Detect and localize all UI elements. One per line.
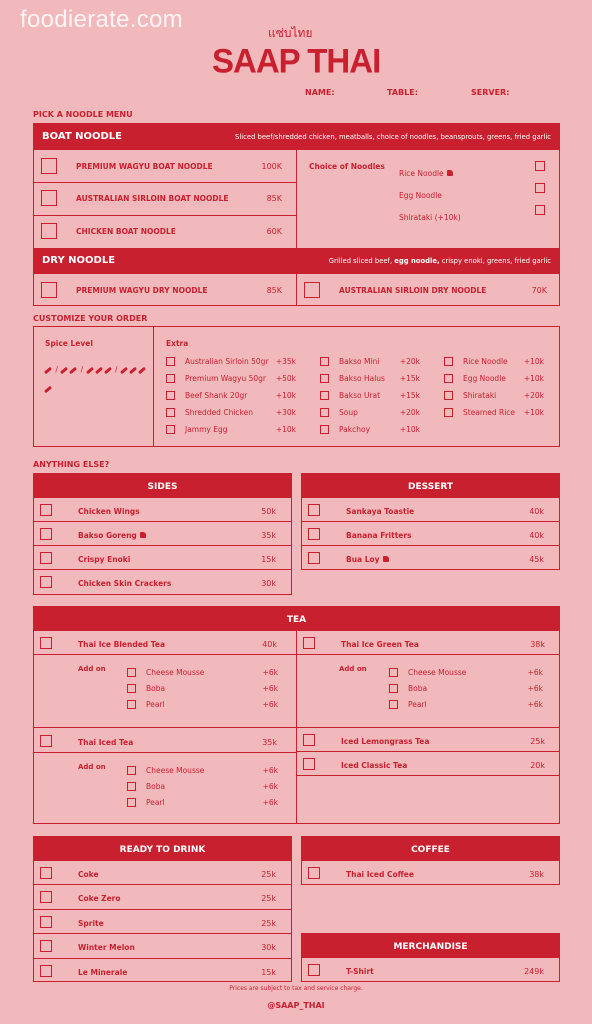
dry-noodle-row[interactable] [297,274,559,305]
addon-name: Boba [408,684,428,693]
item-name [78,919,104,928]
checkbox[interactable] [127,798,136,807]
menu-item-row[interactable] [34,570,291,594]
addon-option[interactable] [127,700,278,712]
item-name: PREMIUM WAGYU BOAT NOODLE [76,162,213,171]
boat-noodle-row[interactable] [34,183,296,215]
tea-item-row[interactable] [297,728,559,752]
item-price: 15k [261,555,276,564]
extra-name: Shredded Chicken [185,408,253,417]
extra-label: Extra [166,339,189,348]
checkbox[interactable] [320,425,329,434]
extra-option[interactable] [320,374,420,386]
choice-name: Rice Noodle [399,169,444,178]
item-price: 15k [261,967,276,977]
addon-label: Add on [339,665,367,673]
checkbox[interactable] [444,391,453,400]
extra-option[interactable] [166,425,296,437]
item-price: 25k [261,870,276,879]
checkbox[interactable] [127,668,136,677]
item-name [346,531,412,540]
item-name [78,507,140,516]
merch-box [301,933,560,982]
dry-noodle-title: DRY NOODLE [42,255,116,266]
extra-option[interactable] [444,374,544,386]
extra-price: +30k [275,408,296,417]
chili-icon[interactable] [86,357,113,376]
addon-price: +6k [527,668,543,677]
item-name: AUSTRALIAN SIRLOIN DRY NOODLE [339,286,487,295]
addon-label: Add on [78,763,106,771]
checkbox[interactable] [41,158,57,174]
coffee-header [302,837,559,861]
extra-price: +10k [523,357,544,366]
item-price: 70K [531,286,547,295]
checkbox[interactable] [127,782,136,791]
extra-price: +20k [523,391,544,400]
addon-price: +6k [262,782,278,791]
sides-title: SIDES [147,482,178,492]
item-price: 30k [261,579,276,588]
merch-header [302,934,559,958]
addon-option[interactable] [389,700,543,712]
boat-noodle-list [34,150,296,248]
extra-name: Soup [339,408,358,417]
item-name [346,967,374,976]
checkbox[interactable] [40,735,52,747]
checkbox[interactable] [308,867,320,879]
item-price: 25k [261,918,276,928]
addon-price: +6k [262,766,278,775]
checkbox[interactable] [166,408,175,417]
item-name-text: Le Minerale [78,967,128,977]
tea-item-row[interactable] [34,631,296,655]
checkbox[interactable] [40,891,52,903]
checkbox[interactable] [40,965,52,977]
tea-box [33,606,560,824]
extra-price: +20k [399,408,420,417]
anything-else-title: ANYTHING ELSE? [33,460,110,469]
choice-name: Egg Noodle [399,191,442,200]
checkbox[interactable] [444,374,453,383]
item-price: 40k [529,507,544,516]
tea-item-row[interactable] [34,729,296,753]
addon-price: +6k [262,684,278,693]
ready-title: READY TO DRINK [119,845,206,855]
item-name: Thai Iced Tea [78,738,134,747]
item-name [78,579,171,588]
item-name: AUSTRALIAN SIRLOIN BOAT NOODLE [76,194,229,203]
item-price: 50k [261,507,276,516]
addon-option[interactable] [389,668,543,680]
menu-item-row[interactable] [34,910,291,934]
checkbox[interactable] [535,183,545,193]
dessert-header [302,474,559,498]
checkbox[interactable] [127,766,136,775]
extra-name: Jammy Egg [185,425,228,434]
checkbox[interactable] [308,964,320,976]
checkbox[interactable] [303,758,315,770]
noodle-menu-box [33,123,560,306]
extra-price: +10k [399,425,420,434]
checkbox[interactable] [127,700,136,709]
addon-price: +6k [262,700,278,709]
checkbox[interactable] [40,528,52,540]
item-price: 25k [261,894,276,904]
item-name-text: Sprite [78,918,104,928]
extra-option[interactable] [166,374,296,386]
extra-price: +10k [523,408,544,417]
item-name [346,555,389,564]
extra-name: Bakso Urat [339,391,381,400]
addon-price: +6k [262,668,278,677]
addon-block [34,655,296,727]
customize-title: CUSTOMIZE YOUR ORDER [33,314,148,323]
item-name [78,870,99,879]
addon-option[interactable] [127,782,278,794]
tea-header [34,607,559,631]
item-name-text: Bua Loy [346,555,380,564]
extra-name: Steamed Rice [463,408,516,417]
watermark: foodierate.com [20,6,183,33]
item-name-text: Crispy Enoki [78,555,131,564]
extra-option[interactable] [166,391,296,403]
extra-option[interactable] [444,408,544,420]
extra-option[interactable] [444,357,544,369]
checkbox[interactable] [40,940,52,952]
extra-price: +15k [399,391,420,400]
checkbox[interactable] [40,916,52,928]
item-name-text: T-Shirt [346,967,374,976]
tea-right-column [297,631,559,823]
extras-column-2 [320,357,420,447]
item-price: 35k [261,531,276,540]
sides-box [33,473,292,595]
order-server-label: SERVER: [471,88,510,97]
addon-name: Cheese Mousse [408,668,467,677]
dry-noodle-header [34,248,559,274]
checkbox[interactable] [308,504,320,516]
chili-icon[interactable] [44,357,53,376]
item-price: 45k [529,555,544,564]
item-price: 30k [261,943,276,953]
addon-name: Pearl [408,700,427,709]
noodle-choice-rice[interactable] [399,161,549,178]
chili-icon[interactable] [60,357,78,376]
addon-option[interactable] [127,684,278,696]
addon-name: Cheese Mousse [146,766,205,775]
boat-noodle-header [34,124,559,150]
brand-thai-name: แซ่บไทย [268,26,313,40]
spice-level-label: Spice Level [45,339,93,348]
checkbox[interactable] [127,684,136,693]
boat-noodle-desc: Sliced beef/shredded chicken, meatballs, choice of noodles, beansprouts, greens, fried garlic [235,133,551,141]
dessert-box [301,473,560,570]
addon-price: +6k [527,684,543,693]
addon-name: Cheese Mousse [146,668,205,677]
item-name: Thai Ice Blended Tea [78,640,166,649]
checkbox[interactable] [389,668,398,677]
extra-option[interactable] [320,425,420,437]
item-name [78,968,127,977]
item-price: 85K [266,286,282,295]
checkbox[interactable] [166,374,175,383]
tea-item-row[interactable] [297,631,559,655]
extra-price: +10k [275,425,296,434]
divider [297,775,559,776]
item-price: 249k [524,967,544,976]
item-name [346,870,414,879]
divider [34,727,296,728]
checkbox[interactable] [308,552,320,564]
footer-note: Prices are subject to tax and service charge. [229,985,363,992]
extra-name: Shirataki [463,391,497,400]
extra-option[interactable] [166,357,296,369]
extra-name: Premium Wagyu 50gr [185,374,267,383]
tea-left-column [34,631,296,823]
item-price: 100K [261,162,282,171]
addon-block [297,655,559,727]
item-price: 60K [266,227,282,236]
addon-name: Pearl [146,700,165,709]
checkbox[interactable] [41,223,57,239]
menu-item-row[interactable] [302,958,559,982]
addon-name: Boba [146,782,166,791]
item-price: 38k [529,870,544,879]
dry-noodle-desc: Grilled sliced beef, egg noodle, crispy enoki, greens, fried garlic [328,257,551,265]
checkbox[interactable] [166,391,175,400]
item-name-text: Sankaya Toastie [346,507,415,516]
checkbox[interactable] [304,282,320,298]
extra-option[interactable] [320,357,420,369]
extra-price: +10k [275,391,296,400]
extras-column-3 [444,357,544,447]
tea-title: TEA [286,615,307,625]
extra-option[interactable] [166,408,296,420]
checkbox[interactable] [166,357,175,366]
extra-name: Beef Shank 20gr [185,391,248,400]
item-price: 38k [530,640,545,649]
menu-item-row[interactable] [34,934,291,958]
extras-column-1 [166,357,296,447]
menu-item-row[interactable] [302,861,559,885]
item-name: Iced Lemongrass Tea [341,737,430,746]
item-price: 25k [530,737,545,746]
item-name [78,555,130,564]
boat-noodle-row[interactable] [34,150,296,183]
item-name-text: Coke [78,870,99,879]
addon-option[interactable] [127,766,278,778]
sides-header [34,474,291,498]
extra-name: Australian Sirloin 50gr [185,357,269,366]
choice-of-noodles [297,150,559,248]
checkbox[interactable] [40,867,52,879]
thumbs-up-icon [447,170,453,176]
tea-item-row[interactable] [297,752,559,776]
addon-label: Add on [78,665,106,673]
order-name-label: NAME: [305,88,335,97]
ready-header [34,837,291,861]
addon-price: +6k [262,798,278,807]
dessert-title: DESSERT [408,482,453,492]
noodle-choice-shirataki[interactable] [399,205,549,222]
menu-item-row[interactable] [34,546,291,570]
checkbox[interactable] [320,374,329,383]
item-price: 85K [266,194,282,203]
boat-noodle-row[interactable] [34,216,296,248]
brand-logo: SAAP THAI [212,41,381,80]
addon-block [34,753,296,825]
boat-noodle-title: BOAT NOODLE [42,131,122,142]
checkbox[interactable] [320,357,329,366]
item-name [78,943,135,952]
checkbox[interactable] [41,190,57,206]
extra-price: +15k [399,374,420,383]
menu-item-row[interactable] [302,546,559,570]
item-price: 40k [262,640,277,649]
checkbox[interactable] [444,408,453,417]
checkbox[interactable] [40,637,52,649]
item-name: Thai Ice Green Tea [341,640,419,649]
item-name [78,531,146,540]
checkbox[interactable] [41,282,57,298]
extra-name: Egg Noodle [463,374,506,383]
coffee-box [301,836,560,885]
addon-option[interactable] [127,668,278,680]
extra-price: +50k [275,374,296,383]
menu-item-row[interactable] [302,498,559,522]
checkbox[interactable] [303,637,315,649]
extra-option[interactable] [320,408,420,420]
order-table-label: TABLE: [387,88,418,97]
noodle-section-title: PICK A NOODLE MENU [33,110,133,119]
item-name-text: Chicken Skin Crackers [78,579,172,588]
addon-name: Pearl [146,798,165,807]
item-name-text: Winter Melon [78,943,135,953]
noodle-choice-egg[interactable] [399,183,549,200]
item-name [78,894,121,903]
thumbs-up-icon [140,532,146,538]
checkbox[interactable] [535,161,545,171]
extra-option[interactable] [444,391,544,403]
item-name-text: Coke Zero [78,894,121,904]
item-price: 20k [530,761,545,770]
checkbox[interactable] [535,205,545,215]
addon-name: Boba [146,684,166,693]
menu-item-row[interactable] [34,861,291,885]
checkbox[interactable] [166,425,175,434]
item-name: PREMIUM WAGYU DRY NOODLE [76,286,208,295]
menu-item-row[interactable] [302,522,559,546]
checkbox[interactable] [320,408,329,417]
thumbs-up-icon [383,556,389,562]
menu-item-row[interactable] [34,498,291,522]
checkbox[interactable] [40,576,52,588]
ready-to-drink-box [33,836,292,982]
item-name-text: Bakso Goreng [78,531,137,540]
item-name-text: Thai Iced Coffee [346,870,414,879]
item-name [346,507,414,516]
spice-level-options[interactable]: / / / [44,357,149,369]
checkbox[interactable] [320,391,329,400]
checkbox[interactable] [389,700,398,709]
checkbox[interactable] [308,528,320,540]
extra-option[interactable] [320,391,420,403]
merch-title: MERCHANDISE [393,942,468,952]
checkbox[interactable] [389,684,398,693]
addon-option[interactable] [389,684,543,696]
item-price: 40k [529,531,544,540]
extra-price: +20k [399,357,420,366]
choice-name: Shirataki (+10k) [399,213,461,222]
addon-option[interactable] [127,798,278,810]
choice-label: Choice of Noodles [309,162,385,171]
menu-item-row[interactable] [34,959,291,983]
checkbox[interactable] [40,504,52,516]
checkbox[interactable] [40,552,52,564]
addon-price: +6k [527,700,543,709]
item-price: 35k [262,738,277,747]
extra-name: Bakso Halus [339,374,385,383]
menu-item-row[interactable] [34,885,291,909]
customize-box [33,326,560,447]
item-name: CHICKEN BOAT NOODLE [76,227,176,236]
extra-name: Bakso Mini [339,357,380,366]
coffee-title: COFFEE [411,845,450,855]
checkbox[interactable] [444,357,453,366]
item-name-text: Banana Fritters [346,531,412,540]
extra-price: +10k [523,374,544,383]
item-name: Iced Classic Tea [341,761,408,770]
extra-name: Rice Noodle [463,357,508,366]
extra-price: +35k [275,357,296,366]
item-name-text: Chicken Wings [78,507,140,516]
checkbox[interactable] [303,734,315,746]
extra-name: Pakchoy [339,425,371,434]
dry-noodle-row[interactable] [34,274,296,305]
footer-handle: @SAAP_THAI [267,1001,325,1010]
menu-item-row[interactable] [34,522,291,546]
